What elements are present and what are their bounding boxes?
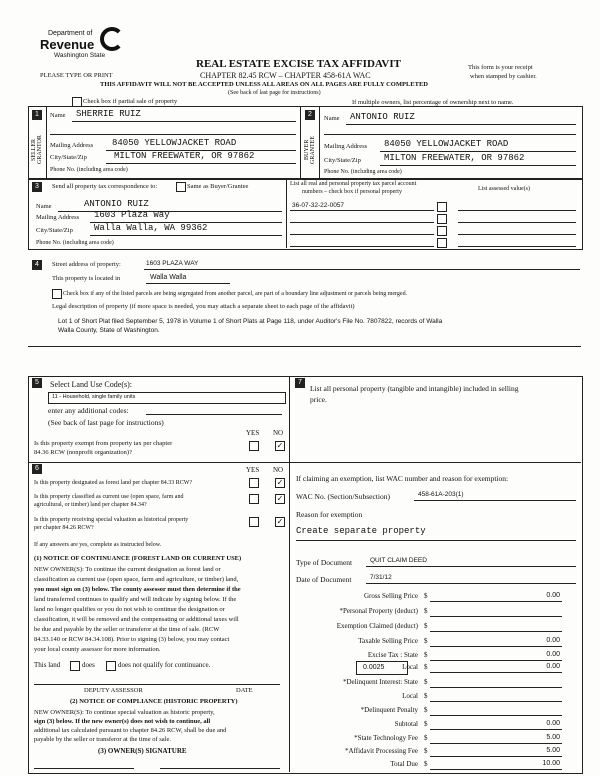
notice1-line4: land transferred continues to qualify and will indicate by signing below. If the [34, 596, 237, 603]
corr-city[interactable]: Walla Walla, WA 99362 [94, 223, 208, 233]
corr-name[interactable]: ANTONIO RUIZ [84, 199, 149, 209]
corr-address[interactable]: 1603 Plaza Way [94, 210, 170, 220]
s6-yes-header: YES [246, 466, 260, 474]
parcel-3-personal-checkbox[interactable] [437, 226, 447, 236]
current-use-yes-checkbox[interactable] [249, 494, 259, 504]
does-label: does [82, 661, 95, 669]
total-value-taxable[interactable]: 0.00 [546, 637, 560, 644]
historic-no-checkbox[interactable]: ✓ [276, 517, 284, 526]
buyer-address[interactable]: 84050 YELLOWJACKET ROAD [384, 139, 509, 149]
total-label-gross: Gross Selling Price [363, 592, 418, 600]
parcel-header-1: List all real and personal property tax parcel account [290, 181, 417, 187]
current-use-no-checkbox[interactable]: ✓ [276, 494, 284, 503]
segregated-checkbox[interactable] [52, 289, 62, 299]
multiple-owners-note: If multiple owners, list percentage of ownership next to name. [352, 99, 514, 106]
forest-yes-checkbox[interactable] [249, 478, 259, 488]
located-city[interactable]: Walla Walla [150, 274, 187, 281]
land-use-value: 11 - Household, single family units [52, 394, 136, 400]
buyer-grantee-label: BUYER GRANTEE [304, 136, 316, 164]
historic-question-2: per chapter 84.26 RCW? [34, 525, 94, 531]
receipt-line2: when stamped by cashier. [470, 73, 537, 80]
total-label-taxable: Taxable Selling Price [358, 637, 418, 645]
doc-type-label: Type of Document [296, 558, 353, 567]
total-label-subtotal: Subtotal [394, 720, 418, 728]
total-label-tech-fee: *State Technology Fee [354, 734, 418, 742]
exemption-claim-label: If claiming an exemption, list WAC number and reason for exemption: [296, 474, 509, 483]
notice2-line2: sign (3) below. If the new owner(s) does not wish to continue, all [34, 718, 211, 725]
same-as-buyer-checkbox[interactable] [176, 182, 186, 192]
section-3-number: 3 [32, 182, 42, 192]
section-1-number: 1 [32, 110, 42, 120]
partial-sale-label: Check box if partial sale of property [83, 98, 178, 105]
form-title: REAL ESTATE EXCISE TAX AFFIDAVIT [196, 58, 401, 70]
buyer-city-label: City/State/Zip [324, 157, 361, 164]
total-value-state-tax[interactable]: 0.00 [546, 651, 560, 658]
located-label: This property is located in [52, 275, 121, 282]
total-value-local-tax[interactable]: 0.00 [546, 663, 560, 670]
total-label-state-tax: Excise Tax : State [367, 651, 418, 659]
section-6-number: 6 [32, 464, 42, 474]
legal-description-2[interactable]: Walla County, State of Washington. [58, 327, 160, 334]
local-rate: 0.0025 [363, 664, 385, 671]
parcel-header-2: numbers – check box if personal property [302, 189, 402, 195]
personal-property-line1: List all personal property (tangible and intangible) included in selling [310, 384, 519, 393]
land-use-label: Select Land Use Code(s): [50, 380, 132, 389]
buyer-name-label: Name [324, 115, 340, 122]
exempt-no-checkbox[interactable]: ✓ [276, 441, 284, 450]
seller-name[interactable]: SHERRIE RUIZ [76, 109, 141, 119]
additional-codes-label: enter any additional codes: [48, 406, 129, 415]
personal-property-line2: price. [310, 395, 327, 404]
notice-compliance-title: (2) NOTICE OF COMPLIANCE (HISTORIC PROPERTY) [70, 698, 238, 705]
parcel-1-personal-checkbox[interactable] [437, 202, 447, 212]
reason-label: Reason for exemption [296, 510, 363, 519]
does-not-label: does not qualify for continuance. [118, 661, 211, 669]
section-4-number: 4 [32, 260, 42, 270]
s5-no-header: NO [273, 429, 284, 437]
seller-address-label: Mailing Address [50, 142, 94, 149]
local-rate-box[interactable] [356, 661, 408, 675]
notice1-line6: classification, it will be removed and the compensating or additional taxes will [34, 616, 239, 623]
s6-no-header: NO [273, 466, 284, 474]
land-use-see-back: (See back of last page for instructions) [48, 418, 164, 427]
exempt-question-1: Is this property exempt from property tax per chapter [34, 440, 173, 447]
total-label-processing-fee: *Affidavit Processing Fee [345, 747, 418, 755]
same-as-buyer-label: Same as Buyer/Grantee [187, 183, 249, 190]
notice2-line3: additional tax calculated pursuant to chapter 84.26 RCW, shall be due and [34, 727, 227, 734]
buyer-name[interactable]: ANTONIO RUIZ [350, 112, 415, 122]
street-label: Street address of property: [52, 261, 121, 268]
notice1-line2: classification as current use (open space, farm and agriculture, or timber) land, [34, 576, 239, 583]
dept-revenue: Revenue [40, 37, 95, 52]
section-5-number: 5 [32, 378, 42, 388]
notice-continuance-title: (1) NOTICE OF CONTINUANCE (FOREST LAND OR CURRENT USE) [34, 555, 242, 562]
land-use-select[interactable] [48, 392, 286, 404]
parcel-4-personal-checkbox[interactable] [437, 238, 447, 248]
section-2-number: 2 [305, 110, 315, 120]
dept-line3: Washington State [54, 52, 106, 59]
doc-date[interactable]: 7/31/12 [370, 574, 392, 581]
exempt-yes-checkbox[interactable] [249, 441, 259, 451]
seller-city-label: City/State/Zip [50, 154, 87, 161]
corr-name-label: Name [36, 203, 52, 210]
total-value-tech-fee[interactable]: 5.00 [546, 734, 560, 741]
corr-city-label: City/State/Zip [36, 227, 73, 234]
legal-description-label: Legal description of property (if more space is needed, you may attach a separate sheet to each page of the affidavit) [52, 303, 355, 310]
street-address[interactable]: 1603 PLAZA WAY [146, 260, 199, 267]
total-label-exemption: Exemption Claimed (deduct) [336, 622, 418, 630]
total-value-total-due[interactable]: 10.00 [542, 760, 560, 767]
form-chapter: CHAPTER 82.45 RCW – CHAPTER 458-61A WAC [200, 71, 371, 80]
total-label-personal: *Personal Property (deduct) [339, 607, 418, 615]
exempt-question-2: 84.36 RCW (nonprofit organization)? [34, 449, 132, 456]
total-label-delinquent-state: *Delinquent Interest: State [342, 678, 418, 686]
deputy-assessor-label: DEPUTY ASSESSOR [84, 687, 143, 694]
buyer-phone-label: Phone No. (including area code) [324, 169, 402, 175]
doc-date-label: Date of Document [296, 575, 352, 584]
notice1-line7: be due and payable by the seller or transferor at the time of sale. (RCW [34, 626, 220, 633]
dept-line1: Department of [48, 30, 93, 37]
segregated-label: Check box if any of the listed parcels are being segregated from another parcel, are part of a boundary line adjustment or parcels being merged. [63, 291, 408, 297]
parcel-number[interactable]: 36-07-32-22-0057 [292, 202, 345, 209]
total-value-gross[interactable]: 0.00 [546, 592, 560, 599]
deputy-date-label: DATE [236, 687, 253, 694]
wac-label: WAC No. (Section/Subsection) [296, 492, 390, 501]
total-label-local-tax: Local [402, 663, 418, 671]
corr-address-label: Mailing Address [36, 214, 80, 221]
receipt-line1: This form is your receipt [468, 64, 533, 71]
seller-phone-label: Phone No. (including area code) [50, 167, 128, 173]
correspondence-label: Send all property tax correspondence to: [52, 183, 158, 190]
form-warning: THIS AFFIDAVIT WILL NOT BE ACCEPTED UNLESS ALL AREAS ON ALL PAGES ARE FULLY COMPLETED [100, 81, 428, 88]
logo-emblem-icon [100, 27, 124, 51]
exemption-reason[interactable]: Create separate property [296, 526, 426, 536]
seller-grantor-label: SELLER GRANTOR [31, 135, 43, 165]
if-any-yes: If any answers are yes, complete as instructed below. [34, 542, 162, 548]
current-use-question-1: Is this property classified as current use (open space, farm and [34, 494, 184, 500]
forest-question: Is this property designated as forest land per chapter 84.33 RCW? [34, 480, 193, 486]
assessed-header: List assessed value(s) [478, 186, 530, 192]
current-use-question-2: agricultural, or timber) land per chapter 84.34? [34, 502, 147, 508]
notice1-line5: land no longer qualifies or you do not wish to continue the designation or [34, 606, 225, 613]
does-not-qualify-checkbox[interactable] [106, 661, 116, 671]
section-7-number: 7 [295, 378, 305, 388]
s5-yes-header: YES [246, 429, 260, 437]
parcel-2-personal-checkbox[interactable] [437, 214, 447, 224]
historic-yes-checkbox[interactable] [249, 517, 259, 527]
total-label-delinquent-local: Local [402, 692, 418, 700]
total-label-total-due: Total Due [390, 760, 418, 768]
seller-city[interactable]: MILTON FREEWATER, OR 97862 [114, 151, 255, 161]
please-type: PLEASE TYPE OR PRINT [40, 72, 113, 79]
corr-phone-label: Phone No. (including area code) [36, 240, 114, 246]
total-label-penalty: *Delinquent Penalty [360, 706, 418, 714]
notice1-line8: 84.33.140 or RCW 84.34.108). Prior to signing (3) below, you may contact [34, 636, 230, 643]
seller-name-label: Name [50, 112, 66, 119]
forest-no-checkbox[interactable]: ✓ [276, 478, 284, 487]
legal-description-1[interactable]: Lot 1 of Short Plat filed September 5, 1978 in Volume 1 of Short Plats at Page 118, under Auditor's File No. 7807822, records of Walla [58, 318, 443, 325]
does-qualify-checkbox[interactable] [70, 661, 80, 671]
notice1-line1: NEW OWNER(S): To continue the current designation as forest land or [34, 566, 221, 573]
form-see-back: (See back of last page for instructions) [228, 90, 321, 96]
this-land-label: This land [34, 661, 61, 669]
historic-question-1: Is this property receiving special valuation as historical property [34, 517, 189, 523]
notice2-line4: payable by the seller or transferor at the time of sale. [34, 736, 171, 743]
owner-signature-title: (3) OWNER(S) SIGNATURE [98, 747, 187, 755]
buyer-address-label: Mailing Address [324, 143, 368, 150]
notice2-line1: NEW OWNER(S): To continue special valuation as historic property, [34, 709, 215, 716]
doc-type[interactable]: QUIT CLAIM DEED [370, 557, 427, 564]
total-value-subtotal[interactable]: 0.00 [546, 720, 560, 727]
buyer-city[interactable]: MILTON FREEWATER, OR 97862 [384, 153, 525, 163]
notice1-line3: you must sign on (3) below. The county assessor must then determine if the [34, 586, 241, 593]
seller-address[interactable]: 84050 YELLOWJACKET ROAD [112, 138, 237, 148]
notice1-line9: your local county assessor for more information. [34, 646, 161, 653]
total-value-processing-fee[interactable]: 5.00 [546, 747, 560, 754]
wac-number[interactable]: 458-61A-203(1) [418, 491, 464, 498]
